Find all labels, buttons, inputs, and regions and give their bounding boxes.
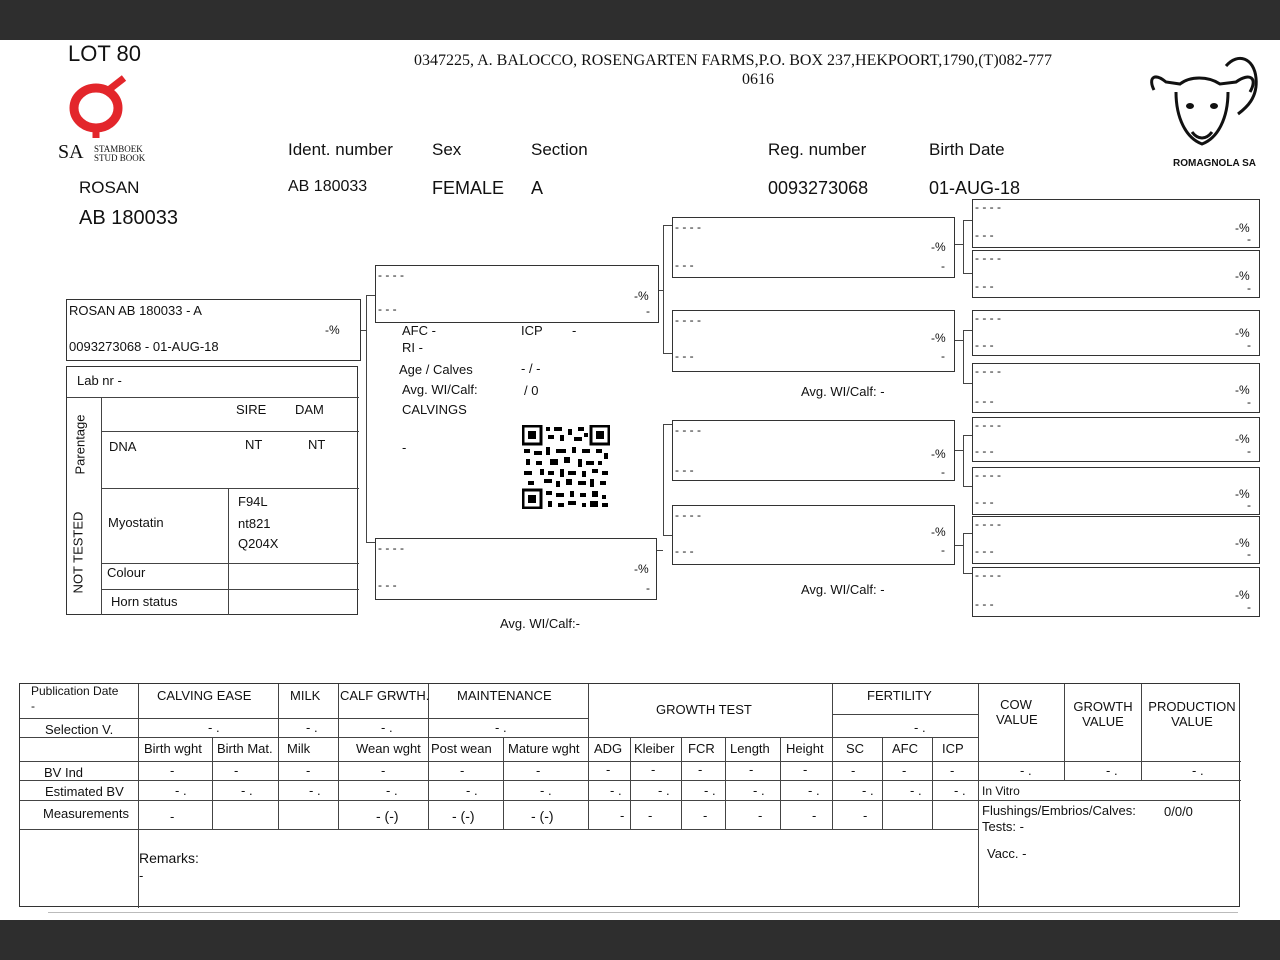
sire-dam-box: - - - - -% - - - - <box>672 310 955 372</box>
lot-number: LOT 80 <box>68 41 141 66</box>
myostatin-f94l: F94L <box>238 494 268 509</box>
col-length: Length <box>730 741 770 756</box>
production-value-header: PRODUCTION VALUE <box>1148 699 1236 729</box>
breeder-address-line2: 0616 <box>742 71 774 88</box>
subject-pct: -% <box>325 323 340 337</box>
bv-table: Publication Date - CALVING EASE MILK CALF GRWTH. MAINTENANCE GROWTH TEST FERTILITY COW VALUE GROWTH VALUE PRODUCTION VALUE Selection V. - . - . - . - . - . Birth wght Birth Mat. Milk Wean wght Post wean Mature wght ADG Kleiber FCR Length Height SC AFC ICP BV Ind - - - - - - - - - - - - - - - . - . - . Estimated BV - . - . - . - . - . - . - . - . - . - . - . - . - . - . In Vitro Measurements - - (-) - (-) - (-) - - - - - - Flushings/Embrios/Calves: 0/0/0 Tests: - Vacc. - Remarks: - <box>19 683 1240 907</box>
growth-value-header: GROWTH VALUE <box>1073 699 1133 729</box>
logo-stamboek-text: STAMBOEK <box>94 144 143 154</box>
measurements-label: Measurements <box>43 806 129 821</box>
colour-label: Colour <box>107 565 146 580</box>
sex-label: Sex <box>432 140 462 159</box>
reg-value: 0093273068 <box>768 178 869 198</box>
flushings-value: 0/0/0 <box>1164 804 1193 819</box>
dam-side-avg-wi: Avg. WI/Calf: - <box>801 582 885 597</box>
reg-label: Reg. number <box>768 140 867 159</box>
maintenance-header: MAINTENANCE <box>457 688 552 703</box>
col-afc: AFC <box>892 741 918 756</box>
birth-label: Birth Date <box>929 140 1005 159</box>
publication-date-label: Publication Date <box>31 684 119 698</box>
section-value: A <box>531 178 544 198</box>
col-sc: SC <box>846 741 865 756</box>
col-milk: Milk <box>287 741 311 756</box>
lab-box <box>66 366 358 615</box>
col-birth-wght: Birth wght <box>144 741 202 756</box>
great-grandparent-box: - - - - -% - - - - <box>972 310 1260 356</box>
in-vitro-label: In Vitro <box>982 784 1020 798</box>
sire-box: - - - - -% - - - - <box>375 265 659 323</box>
not-tested-label: NOT TESTED <box>70 511 86 594</box>
logo-studbook-text: STUD BOOK <box>94 153 146 163</box>
sex-value: FEMALE <box>432 178 505 198</box>
calvings-label: CALVINGS <box>402 402 467 417</box>
section-label: Section <box>531 140 588 159</box>
dam-avg-wi: Avg. WI/Calf:- <box>500 616 580 631</box>
tests-label: Tests: - <box>982 819 1024 834</box>
calf-growth-header: CALF GRWTH. <box>340 688 430 703</box>
col-fcr: FCR <box>688 741 715 756</box>
col-wean-wght: Wean wght <box>356 741 421 756</box>
col-icp: ICP <box>942 741 964 756</box>
animal-name: ROSAN <box>79 178 140 197</box>
icp-label: ICP <box>521 323 543 338</box>
remarks-value: - <box>139 868 144 883</box>
great-grandparent-box: - - - - -% - - - - <box>972 363 1260 413</box>
estimated-bv-label: Estimated BV <box>45 784 124 799</box>
flushings-label: Flushings/Embrios/Calves: <box>982 803 1136 818</box>
certificate-page <box>0 40 1280 920</box>
selection-v-label: Selection V. <box>45 722 114 737</box>
logo-sa-text: SA <box>58 141 84 163</box>
myostatin-q204x: Q204X <box>238 536 279 551</box>
col-post-wean: Post wean <box>431 741 492 756</box>
publication-date-value: - <box>31 699 35 713</box>
fertility-header: FERTILITY <box>867 688 932 703</box>
dam-sire-box: - - - - -% - - - - <box>672 420 955 481</box>
dna-sire: NT <box>245 437 263 452</box>
dam-header: DAM <box>295 402 324 417</box>
sire-header: SIRE <box>236 402 267 417</box>
parentage-label: Parentage <box>72 414 88 475</box>
subject-box <box>66 299 361 361</box>
selection-maintenance: - . <box>495 720 507 735</box>
bv-ind-label: BV Ind <box>44 765 84 780</box>
ident-value: AB 180033 <box>288 178 368 195</box>
col-height: Height <box>786 741 824 756</box>
col-kleiber: Kleiber <box>634 741 675 756</box>
selection-calving: - . <box>208 720 220 735</box>
animal-ident-large: AB 180033 <box>79 207 178 229</box>
calving-ease-header: CALVING EASE <box>157 688 252 703</box>
afc-label: AFC - <box>402 323 436 338</box>
great-grandparent-box: - - - - -% - - - - <box>972 467 1260 515</box>
brand-name: ROMAGNOLA SA <box>1173 158 1256 169</box>
sire-side-avg-wi: Avg. WI/Calf: - <box>801 384 885 399</box>
dam-dam-box: - - - - -% - - - - <box>672 505 955 565</box>
icp-value: - <box>572 323 577 338</box>
subject-line2: 0093273068 - 01-AUG-18 <box>69 339 219 354</box>
dam-box: - - - - -% - - - - <box>375 538 657 600</box>
bottom-bar <box>0 920 1280 960</box>
romagnola-bull-logo-icon <box>1146 48 1262 158</box>
cow-value-header: COW VALUE <box>996 697 1038 727</box>
breeder-address-line1: 0347225, A. BALOCCO, ROSENGARTEN FARMS,P.O. BOX 237,HEKPOORT,1790,(T)082-777 <box>414 52 1052 69</box>
great-grandparent-box: - - - - -% - - - - <box>972 250 1260 298</box>
avg-wi-label: Avg. WI/Calf: <box>402 382 478 397</box>
horn-label: Horn status <box>111 594 178 609</box>
col-adg: ADG <box>594 741 623 756</box>
lab-nr: Lab nr - <box>77 373 122 388</box>
pedigree-connector <box>366 295 367 542</box>
dna-dam: NT <box>308 437 326 452</box>
remarks-label: Remarks: <box>139 850 199 866</box>
great-grandparent-box: - - - - -% - - - - <box>972 417 1260 462</box>
qr-code-icon[interactable] <box>522 425 610 509</box>
myostatin-nt821: nt821 <box>238 516 271 531</box>
col-mature-wght: Mature wght <box>508 741 580 756</box>
myostatin-label: Myostatin <box>108 515 164 530</box>
dna-label: DNA <box>109 439 137 454</box>
age-calves-label: Age / Calves <box>399 362 473 377</box>
vacc-label: Vacc. - <box>987 846 1027 861</box>
great-grandparent-box: - - - - -% - - - - <box>972 567 1260 617</box>
milk-header: MILK <box>290 688 321 703</box>
selection-milk: - . <box>306 720 318 735</box>
col-birth-mat: Birth Mat. <box>217 741 273 756</box>
sire-sire-box: - - - - -% - - - - <box>672 217 955 278</box>
subject-line1: ROSAN AB 180033 - A <box>69 303 202 318</box>
calvings-value: - <box>402 440 407 455</box>
selection-fertility: - . <box>914 720 926 735</box>
age-calves-value: - / - <box>521 361 541 376</box>
selection-calf-growth: - . <box>381 720 393 735</box>
birth-value: 01-AUG-18 <box>929 178 1021 198</box>
growth-test-header: GROWTH TEST <box>656 702 752 717</box>
sa-stamboek-logo-icon <box>66 74 136 140</box>
great-grandparent-box: - - - - -% - - - - <box>972 199 1260 248</box>
avg-wi-value: / 0 <box>524 383 539 398</box>
great-grandparent-box: - - - - -% - - - - <box>972 516 1260 564</box>
top-bar <box>0 0 1280 40</box>
footer-rule <box>48 912 1238 913</box>
ident-label: Ident. number <box>288 140 393 159</box>
ri-label: RI - <box>402 340 423 355</box>
